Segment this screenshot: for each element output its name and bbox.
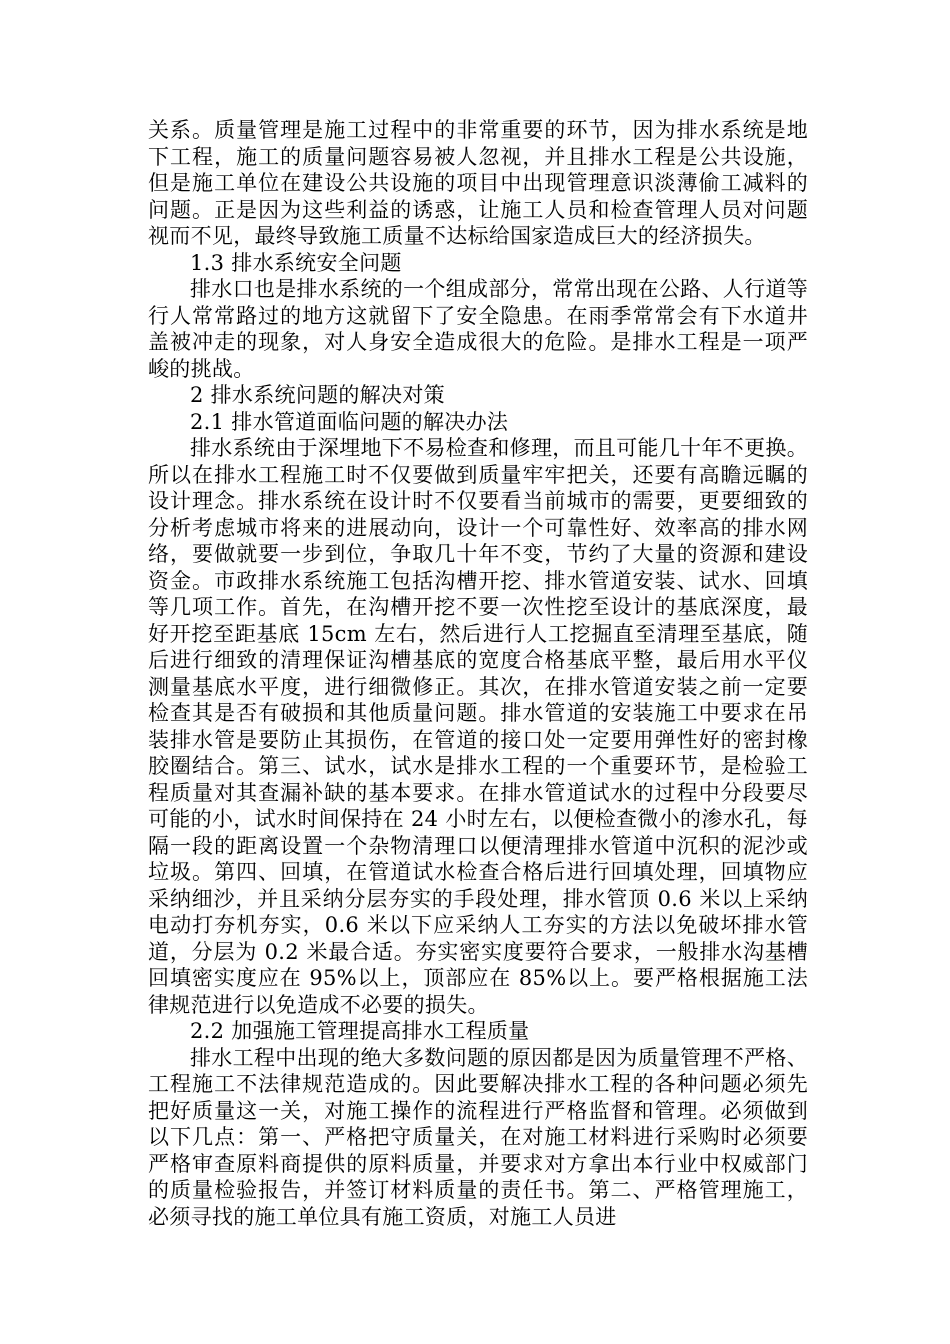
paragraph-quality-management-continued: 关系。质量管理是施工过程中的非常重要的环节，因为排水系统是地下工程，施工的质量问题容易被人忽视，并且排水工程是公共设施，但是施工单位在建设公共设施的项目中出现管理意识淡薄偷工减料的问题。正是因为这些利益的诱惑，让施工人员和检查管理人员对问题视而不见，最终导致施工质量不达标给国家造成巨大的经济损失。 <box>148 118 808 248</box>
paragraph-outlet-safety: 排水口也是排水系统的一个组成部分，常常出现在公路、人行道等行人常常路过的地方这就留下了安全隐患。在雨季常常会有下水道井盖被冲走的现象，对人身安全造成很大的危险。是排水工程是一项严峻的挑战。 <box>148 277 808 381</box>
section-heading-1-3: 1.3 排水系统安全问题 <box>190 250 402 275</box>
paragraph-construction-management: 排水工程中出现的绝大多数问题的原因都是因为质量管理不严格、工程施工不法律规范造成的。因此要解决排水工程的各种问题必须先把好质量这一关，对施工操作的流程进行严格监督和管理。必须做到以下几点：第一、严格把守质量关，在对施工材料进行采购时必须要严格审查原料商提供的原料质量，并要求对方拿出本行业中权威部门的质量检验报告，并签订材料质量的责任书。第二、严格管理施工，必须寻找的施工单位具有施工资质，对施工人员进 <box>148 1045 808 1229</box>
document-page <box>148 117 808 1230</box>
paragraph-pipeline-solutions: 排水系统由于深埋地下不易检查和修理，而且可能几十年不更换。所以在排水工程施工时不仅要做到质量牢牢把关，还要有高瞻远瞩的设计理念。排水系统在设计时不仅要看当前城市的需要，更要细致的分析考虑城市将来的进展动向，设计一个可靠性好、效率高的排水网络，要做就要一步到位，争取几十年不变，节约了大量的资源和建设资金。市政排水系统施工包括沟槽开挖、排水管道安装、试水、回填等几项工作。首先，在沟槽开挖不要一次性挖至设计的基底深度，最好开挖至距基底 15cm 左右，然后进行人工挖掘直至清理至基底，随后进行细致的清理保证沟槽基底的宽度合格基底平整，最后用水平仪测量基底水平度，进行细微修正。其次，在排水管道安装之前一定要检查其是否有破损和其他质量问题。排水管道的安装施工中要求在吊装排水管是要防止其损伤，在管道的接口处一定要用弹性好的密封橡胶圈结合。第三、试水，试水是排水工程的一个重要环节，是检验工程质量对其查漏补缺的基本要求。在排水管道试水的过程中分段要尽可能的小，试水时间保持在 24 小时左右，以便检查微小的渗水孔，每隔一段的距离设置一个杂物清理口以便清理排水管道中沉积的泥沙或垃圾。第四、回填，在管道试水检查合格后进行回填处理，回填物应采纳细沙，并且采纳分层夯实的手段处理，排水管顶 0.6 米以上采纳电动打夯机夯实，0.6 米以下应采纳人工夯实的方法以免破坏排水管道，分层为 0.2 米最合适。夯实密实度要符合要求，一般排水沟基槽回填密实度应在 95%以上，顶部应在 85%以上。要严格根据施工法律规范进行以免造成不必要的损失。 <box>148 436 808 1017</box>
section-heading-2-1: 2.1 排水管道面临问题的解决办法 <box>190 409 509 434</box>
section-heading-2: 2 排水系统问题的解决对策 <box>190 383 445 407</box>
section-heading-2-2: 2.2 加强施工管理提高排水工程质量 <box>190 1019 530 1043</box>
